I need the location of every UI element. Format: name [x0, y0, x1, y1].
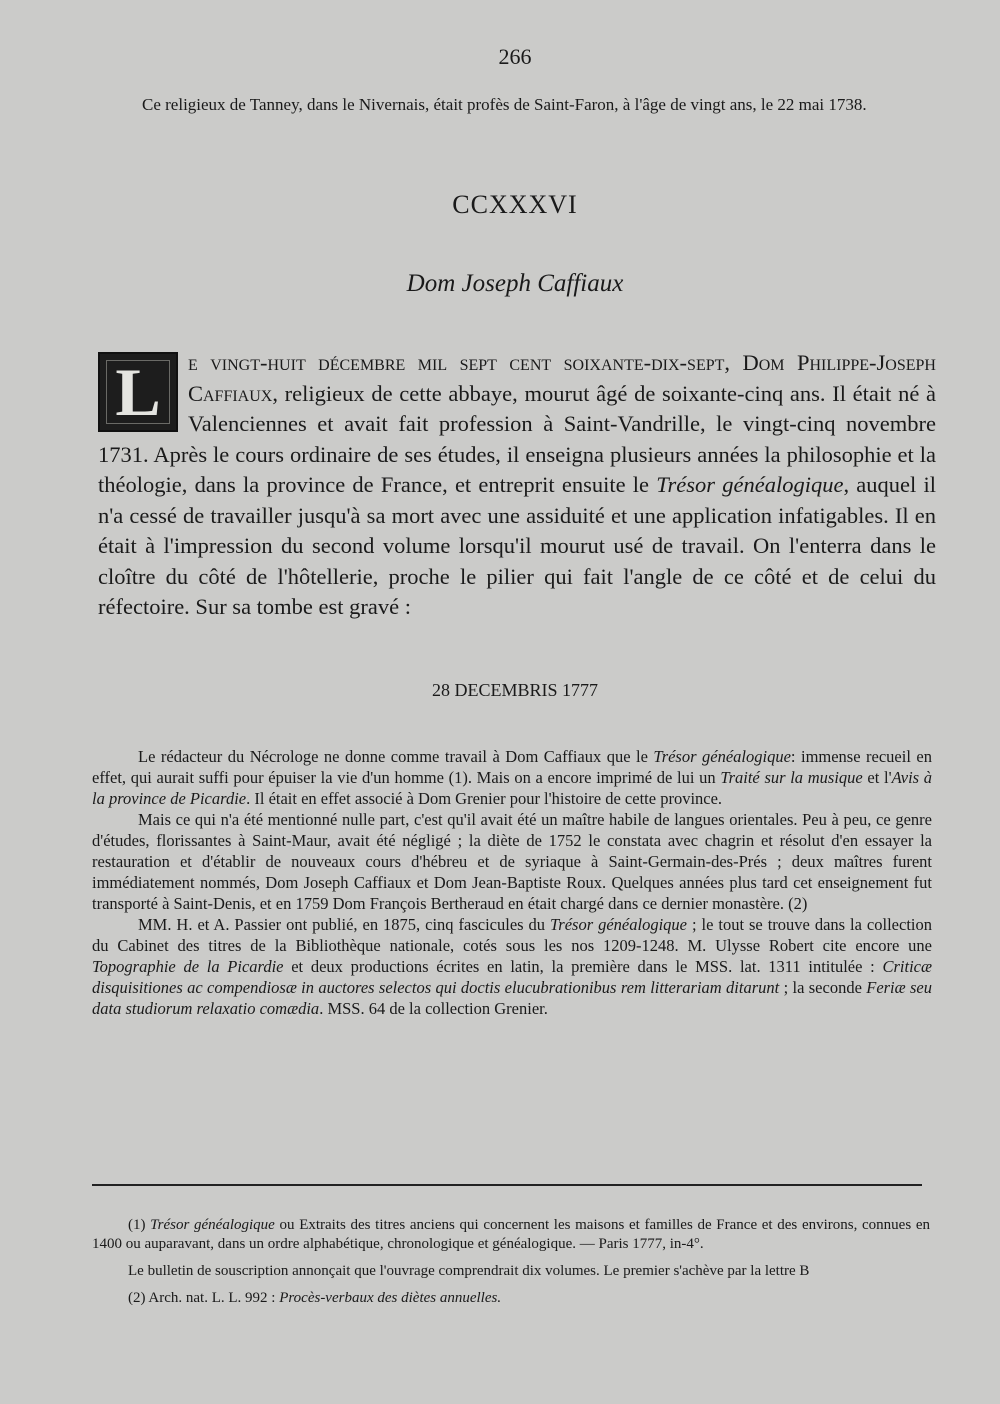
text: ou Extraits des titres anciens qui concernent les maisons et familles de France et des environs, connues en 1400 ou auparavant, dans un ordre alphabétique, chronologique et généalogique. — Paris 1777, in-4°.: [92, 1217, 930, 1252]
italic-title: Trésor généalogique: [550, 915, 687, 934]
text: MM. H. et A. Passier ont publié, en 1875, cinq fascicules du: [138, 915, 551, 934]
main-paragraph: [98, 348, 936, 623]
dropcap-letter: L: [115, 354, 161, 430]
main-text-opening: e vingt-huit décembre mil sept cent soixante-dix-sept,: [188, 350, 743, 375]
text: : immense recueil en effet, qui aurait suffi pour épuiser la vie d'un homme (1). Mais on a encore imprimé de lui un: [92, 747, 932, 787]
footnote-1: [92, 1216, 930, 1254]
text: (2) Arch. nat. L. L. 992 :: [128, 1290, 280, 1306]
footnote-marker: (1): [128, 1217, 151, 1233]
italic-title: Avis à la province de Picardie: [92, 768, 933, 808]
footnote-divider: [92, 1184, 922, 1186]
entry-title: Dom Joseph Caffiaux: [406, 270, 624, 297]
italic-title: Trésor généalogique: [150, 1217, 275, 1233]
text: et l': [862, 768, 892, 787]
text: . MSS. 64 de la collection Grenier.: [319, 999, 548, 1018]
work-title: Trésor généalogique: [656, 472, 844, 497]
preamble-paragraph: Ce religieux de Tanney, dans le Nivernais, était profès de Saint-Faron, à l'âge de vingt ans, le 22 mai 1738.: [142, 95, 867, 114]
italic-title: Trésor généalogique: [653, 747, 791, 766]
text: ; le tout se trouve dans la collection du Cabinet des titres de la Bibliothèque nationale, cotés sous les nos 1209-1248. M. Ulysse Robert cite encore une: [92, 915, 932, 955]
footnote-1-continued: Le bulletin de souscription annonçait que l'ouvrage comprendrait dix volumes. Le premier s'achève par la lettre B: [128, 1263, 810, 1279]
main-text-middle: , religieux de cette abbaye, mourut âgé de soixante-cinq ans. Il était né à Valenciennes et avait fait profession à Saint-Vandrille, le vingt-cinq novembre 1731. Après le cours ordinaire de ses études, il enseigna plusieurs années la philosophie et la théologie, dans la province de France, et entreprit ensuite le: [98, 380, 936, 497]
text: ; la seconde: [779, 978, 867, 997]
footnote-2: [92, 1289, 930, 1308]
main-text-end: , auquel il n'a cessé de travailler jusqu'à sa mort avec une assiduité et une application infatigables. Il en était à l'impression du second volume lorsqu'il mourut usé de travail. On l'enterra dans le cloître du côté de l'hôtellerie, proche le pilier qui fait l'angle de ce côté et de celui du réfectoire. Sur sa tombe est gravé :: [98, 472, 936, 619]
text: et deux productions écrites en latin, la première dans le MSS. lat. 1311 intitulée :: [283, 957, 883, 976]
footnotes: [92, 1216, 930, 1316]
commentary: [92, 746, 932, 1019]
tomb-inscription: 28 DECEMBRIS 1777: [431, 680, 599, 700]
page-number: 266: [498, 44, 532, 69]
italic-title: Procès-verbaux des diètes annuelles.: [279, 1290, 502, 1306]
monk-name: Dom Philippe-Joseph Caffiaux: [188, 350, 936, 406]
text: Le rédacteur du Nécrologe ne donne comme travail à Dom Caffiaux que le: [138, 747, 654, 766]
section-number: CCXXXVI: [452, 190, 578, 219]
italic-title: Topographie de la Picardie: [92, 957, 284, 976]
italic-title: Criticæ disquisitiones ac compendiosæ in auctores selectos qui doctis elucubrationibus rem litterariam ditarunt: [92, 957, 932, 997]
commentary-paragraph-2: Mais ce qui n'a été mentionné nulle part, c'est qu'il avait été un maître habile de langues orientales. Peu à peu, ce genre d'études, florissantes à Saint-Maur, avait été négligé ; la diète de 1752 le constata avec chagrin et résolut d'en essayer la restauration et d'établir de nouveaux cours d'hébreu et de syriaque à Saint-Germain-des-Prés ; deux maîtres furent immédiatement nommés, Dom Joseph Caffiaux et Dom Jean-Baptiste Roux. Quelques années plus tard cet enseignement fut transporté à Saint-Denis, et en 1759 Dom François Bertheraud en était chargé dans ce dernier monastère. (2): [92, 810, 932, 913]
commentary-paragraph-1: [92, 746, 932, 809]
italic-title: Feriæ seu data studiorum relaxatio comædia: [92, 978, 932, 1018]
text: . Il était en effet associé à Dom Grenier pour l'histoire de cette province.: [246, 789, 723, 808]
italic-title: Traité sur la musique: [720, 768, 863, 787]
ornamental-dropcap: [98, 352, 178, 432]
commentary-paragraph-3: [92, 914, 932, 1019]
